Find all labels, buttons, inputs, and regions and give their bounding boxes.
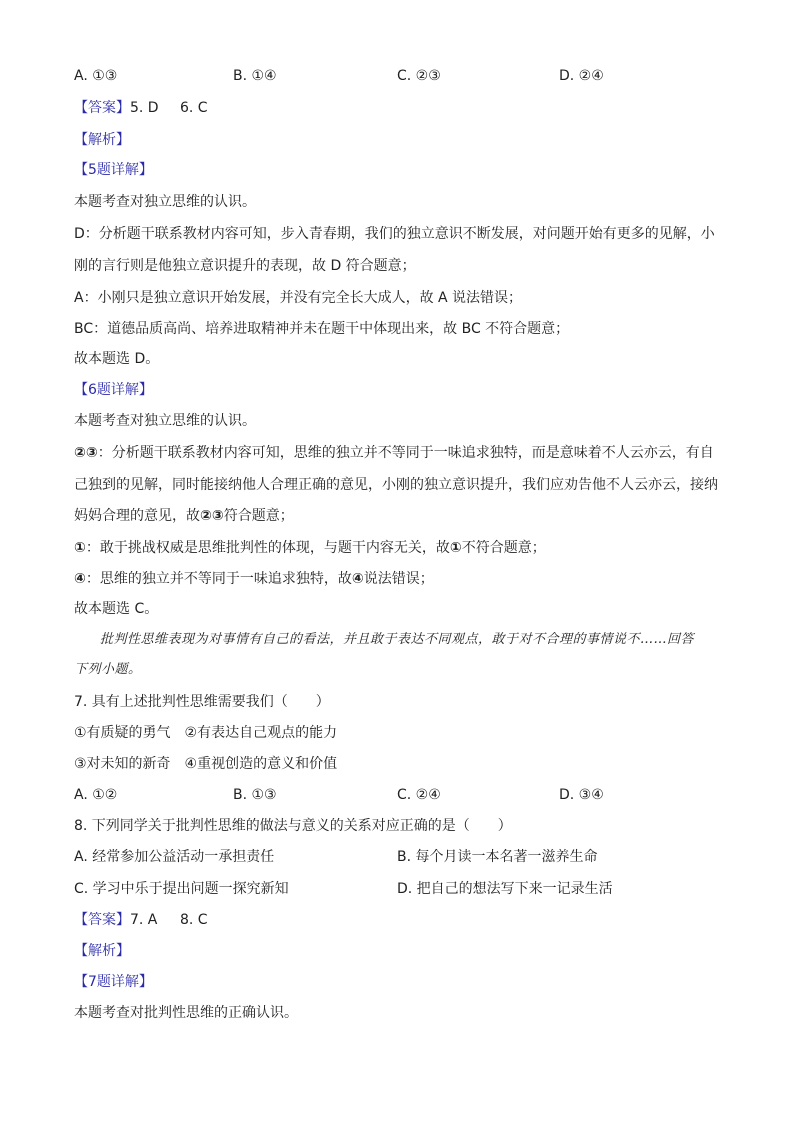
passage-line: 下列小题。 — [74, 662, 142, 677]
q7-option-b: B. ①③ — [233, 787, 277, 803]
detail-5-line: 本题考查对独立思维的认识。 — [74, 194, 256, 210]
passage-line: 批判性思维表现为对事情有自己的看法，并且敢于表达不同观点，敢于对不合理的事情说不……回答 — [100, 632, 695, 647]
detail-6-paragraph-line: 己独到的见解，同时能接纳他人合理正确的意见，小刚的独立意识提升，我们应劝告他不人云亦云，接纳 — [74, 477, 718, 493]
detail-6-paragraph-line — [74, 443, 714, 463]
paragraph-text: ：思维的独立并不等同于一味追求独特，故 — [85, 571, 352, 587]
detail-6-paragraph-line — [74, 506, 294, 526]
q4-option-b: B. ①④ — [233, 68, 277, 84]
analysis-heading: 【解析】 — [74, 132, 130, 148]
q7-items-row: ③对未知的新奇 ④重视创造的意义和价值 — [74, 756, 338, 772]
detail-5-line: 刚的言行则是他独立意识提升的表现，故 D 符合题意； — [74, 258, 416, 274]
q8-stem: 8. 下列同学关于批判性思维的做法与意义的关系对应正确的是（ ） — [74, 818, 512, 834]
paragraph-text: 说法错误； — [363, 571, 434, 587]
detail-7-heading: 【7题详解】 — [74, 974, 153, 990]
q7-stem: 7. 具有上述批判性思维需要我们（ ） — [74, 694, 330, 710]
paragraph-text: 不符合题意； — [461, 540, 546, 556]
q7-items-row: ①有质疑的勇气 ②有表达自己观点的能力 — [74, 725, 338, 741]
circled-numbers: ②③ — [200, 508, 224, 524]
answer-6: 6. C — [180, 100, 208, 116]
detail-5-line: BC：道德品质高尚、培养进取精神并未在题干中体现出来，故 BC 不符合题意； — [74, 321, 570, 337]
circled-number: ④ — [351, 571, 364, 587]
circled-number: ① — [449, 540, 462, 556]
q7-option-d: D. ③④ — [559, 787, 604, 803]
q8-option-b: B. 每个月读一本名著一滋养生命 — [397, 849, 598, 865]
paragraph-text: ：敢于挑战权威是思维批判性的体现，与题干内容无关，故 — [85, 540, 450, 556]
q8-option-d: D. 把自己的想法写下来一记录生活 — [397, 881, 613, 897]
detail-6-intro: 本题考查对独立思维的认识。 — [74, 413, 256, 429]
circled-number: ① — [74, 540, 86, 556]
q4-option-d: D. ②④ — [559, 68, 604, 84]
analysis-heading: 【解析】 — [74, 943, 130, 959]
answer-5: 5. D — [130, 100, 159, 116]
answer-7: 7. A — [130, 912, 158, 928]
detail-5-heading: 【5题详解】 — [74, 162, 153, 178]
detail-6-paragraph-line — [74, 569, 434, 589]
answer-label: 【答案】 — [74, 912, 130, 928]
detail-6-conclusion: 故本题选 C。 — [74, 601, 159, 617]
detail-5-line: D：分析题干联系教材内容可知，步入青春期，我们的独立意识不断发展，对问题开始有更多的见解，小 — [74, 226, 715, 242]
detail-5-line: A：小刚只是独立意识开始发展，并没有完全长大成人，故 A 说法错误； — [74, 290, 523, 306]
detail-6-heading: 【6题详解】 — [74, 382, 153, 398]
detail-5-line: 故本题选 D。 — [74, 351, 160, 367]
circled-numbers: ②③ — [74, 445, 98, 461]
paragraph-text: 符合题意； — [223, 508, 294, 524]
q7-option-c: C. ②④ — [397, 787, 441, 803]
q4-option-c: C. ②③ — [397, 68, 441, 84]
circled-number: ④ — [74, 571, 86, 587]
q7-option-a: A. ①② — [74, 787, 118, 803]
detail-7-intro: 本题考查对批判性思维的正确认识。 — [74, 1005, 298, 1021]
answer-8: 8. C — [180, 912, 208, 928]
q8-option-c: C. 学习中乐于提出问题一探究新知 — [74, 881, 289, 897]
paragraph-text: ：分析题干联系教材内容可知，思维的独立并不等同于一味追求独特，而是意味着不人云亦云，有自 — [97, 445, 714, 461]
answer-label: 【答案】 — [74, 100, 130, 116]
detail-6-paragraph-line — [74, 538, 546, 558]
paragraph-text: 妈妈合理的意见，故 — [74, 508, 200, 524]
q4-option-a: A. ①③ — [74, 68, 118, 84]
q8-option-a: A. 经常参加公益活动一承担责任 — [74, 849, 275, 865]
